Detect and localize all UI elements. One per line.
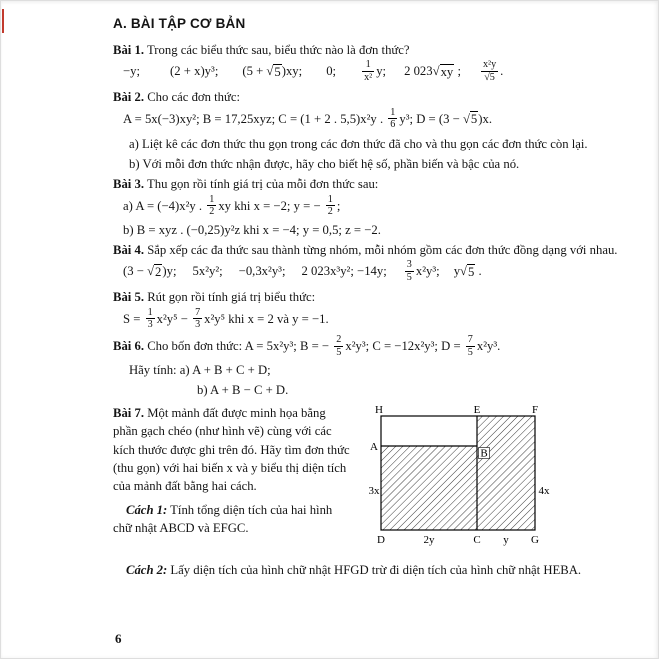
exercise-4-label: Bài 4. (113, 242, 145, 257)
method-1-label: Cách 1: (126, 502, 168, 517)
exercise-5 (113, 288, 630, 332)
land-plot-diagram (367, 404, 553, 549)
vertex-label-b: B (480, 447, 488, 460)
vertex-label-g: G (531, 534, 539, 547)
dimension-label-4x: 4x (538, 485, 550, 498)
exercise-3-label: Bài 3. (113, 176, 145, 191)
section-heading: A. BÀI TẬP CƠ BẢN (113, 16, 246, 31)
hatched-region-efgc (477, 416, 535, 530)
dimension-label-3x: 3x (368, 485, 380, 498)
exercise-6-label: Bài 6. (113, 339, 145, 354)
margin-red-mark (2, 9, 4, 33)
white-region-heba (381, 416, 477, 446)
exercise-4-intro (113, 241, 630, 259)
exercise-1-intro (113, 41, 630, 59)
vertex-label-c: C (473, 534, 481, 547)
exercise-1-math-line: −y; (2 + x)y³; (5 + √5)xy; 0; $\frac{1}{\text{x²}}$ y; 2 023√xy ; $\frac{\text{x²y}}{√5}$ . (123, 59, 504, 84)
exercise-5-label: Bài 5. (113, 289, 145, 304)
exercise-2-text: Cho các đơn thức: (147, 89, 241, 104)
method-1-text: Tính tổng diện tích của hai hình chữ nhật ABCD và EFGC. (113, 502, 333, 536)
exercise-2-item-b: b) Với mỗi đơn thức nhận được, hãy cho biết hệ số, phần biến và bậc của nó. (129, 156, 520, 171)
exercise-3-text: Thu gọn rồi tính giá trị của mỗi đơn thức sau: (146, 176, 379, 191)
exercise-1-label: Bài 1. (113, 42, 145, 57)
vertex-label-d: D (377, 534, 385, 547)
exercise-5-intro (113, 288, 630, 306)
exercise-3-intro (113, 175, 630, 193)
exercise-4-math-line: (3 − √2)y; 5x²y²; −0,3x²y³; 2 023x³y²; −14y; $\frac{3}{5}$ x²y³; y√5 . (123, 259, 482, 284)
exercise-4 (113, 241, 630, 285)
exercise-5-text: Rút gọn rồi tính giá trị biểu thức: (147, 289, 316, 304)
exercise-5-math-line: S = $\frac{1}{3}$ x²y⁵ − $\frac{7}{3}$ x²y⁵ khi x = 2 và y = −1. (123, 306, 329, 331)
vertex-label-f: F (531, 404, 539, 417)
exercise-6 (113, 335, 630, 399)
exercise-2-math-line: A = 5x(−3)xy²; B = 17,25xyz; C = (1 + 2 . 5,5)x²y . $\frac{1}{6}$ y³; D = (3 − √5)x. (123, 106, 493, 131)
method-2-text: Lấy diện tích của hình chữ nhật HFGD trừ đi diện tích của hình chữ nhật HEBA. (167, 562, 582, 577)
exercise-7-text-column (113, 402, 351, 539)
exercise-4-text: Sắp xếp các đa thức sau thành từng nhóm, mỗi nhóm gồm các đơn thức đồng dạng với nhau. (147, 242, 618, 257)
dimension-label-2y: 2y (423, 534, 435, 547)
exercise-7-method-1 (113, 501, 351, 538)
exercise-6-line-a: Hãy tính: a) A + B + C + D; (129, 362, 271, 377)
land-plot-figure (367, 402, 553, 554)
method-2-label: Cách 2: (126, 562, 168, 577)
vertex-label-a: A (370, 441, 378, 454)
exercise-2 (113, 88, 630, 174)
exercise-3-item-b: b) B = xyz . (−0,25)y²z khi x = −4; y = 0,5; z = −2. (123, 222, 381, 237)
exercise-6-intro (113, 335, 630, 359)
exercise-2-intro (113, 88, 630, 106)
exercise-3-item-a: a) A = (−4)x²y . $\frac{1}{2}$ xy khi x = −2; y = − $\frac{1}{2}$ ; (123, 193, 341, 218)
exercise-7-text: Một mảnh đất được minh họa bằng phần gạch chéo (như hình vẽ) cùng với các kích thước được ghi trên đó. Hãy tìm đơn thức (thu gọn) với hai biến x và y biểu thị diện tích của mảnh đất bằng hai cách. (113, 405, 350, 494)
exercise-1-text: Trong các biểu thức sau, biểu thức nào là đơn thức? (146, 42, 410, 57)
exercise-3 (113, 175, 630, 239)
dimension-label-y: y (503, 534, 509, 547)
exercise-2-label: Bài 2. (113, 89, 145, 104)
exercise-2-item-a: a) Liệt kê các đơn thức thu gọn trong các đơn thức đã cho và thu gọn các đơn thức còn lại. (129, 137, 588, 152)
exercise-7 (113, 402, 630, 554)
exercise-7-method-2 (113, 561, 630, 579)
page-number: 6 (115, 631, 122, 647)
exercise-7-label: Bài 7. (113, 405, 145, 420)
hatched-region-abcd (381, 446, 477, 530)
vertex-label-h: H (375, 404, 383, 417)
exercise-6-math: Cho bốn đơn thức: A = 5x²y³; B = − $\frac{2}{5}$ x²y³; C = −12x²y³; D = $\frac{7}{5}$ x²y³. (147, 334, 501, 358)
exercise-6-line-b: b) A + B − C + D. (197, 382, 289, 397)
exercise-7-intro (113, 404, 351, 496)
exercise-1 (113, 41, 630, 85)
vertex-label-e: E (473, 404, 481, 417)
